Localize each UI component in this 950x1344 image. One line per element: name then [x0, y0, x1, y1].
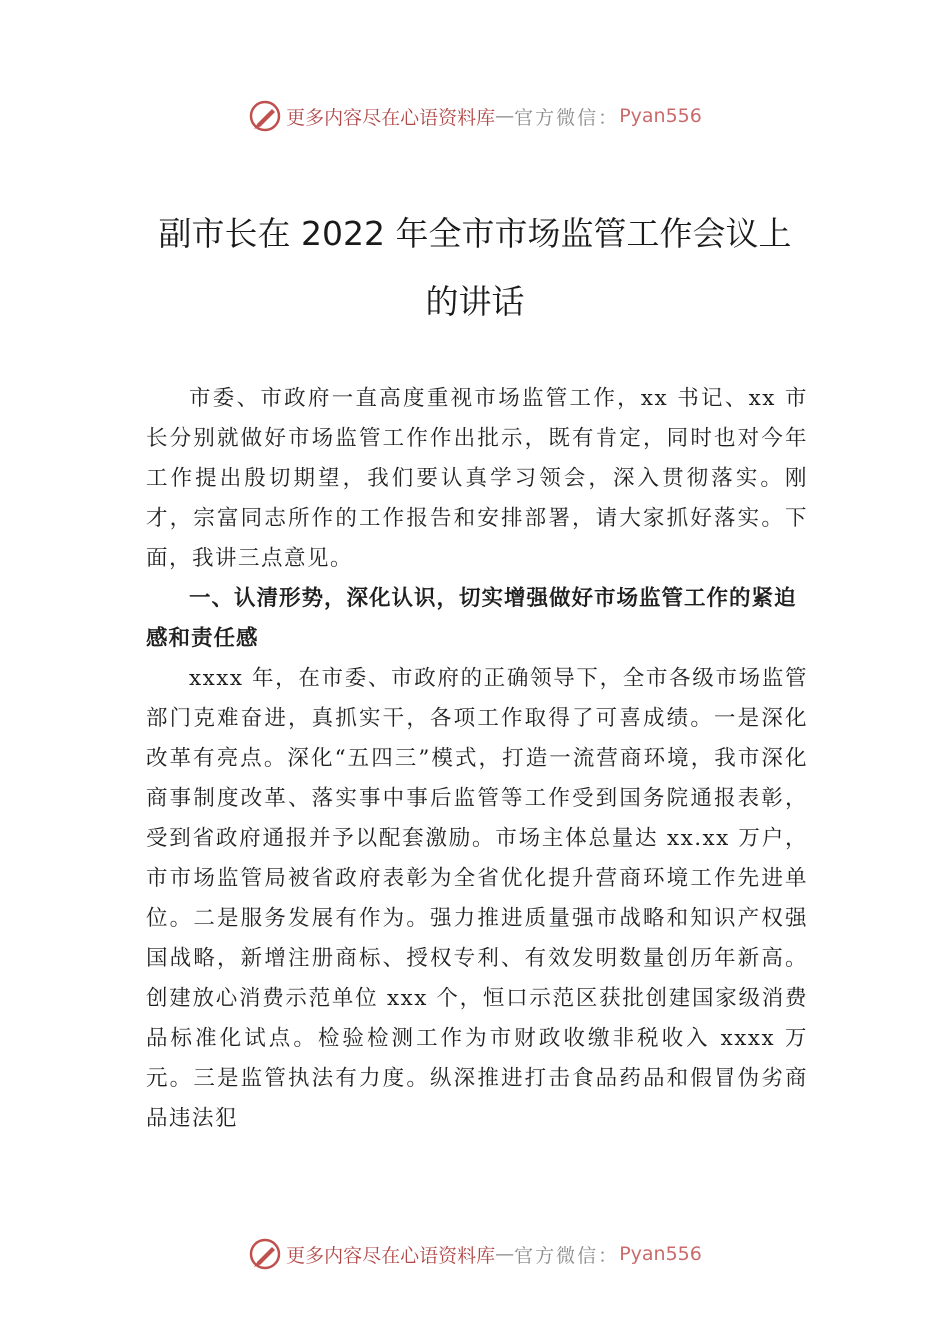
title-line-2: 的讲话: [425, 282, 525, 321]
section-heading-1: 一、认清形势，深化认识，切实增强做好市场监管工作的紧迫感和责任感: [146, 586, 797, 651]
pen-logo-icon: [248, 1237, 282, 1271]
watermark-separator: —: [495, 105, 515, 127]
watermark-separator: —: [495, 1243, 515, 1265]
watermark-text: 更多内容尽在心语资料库: [286, 106, 496, 129]
document-body: [146, 379, 808, 1139]
footer-watermark: [0, 1234, 950, 1274]
watermark-text: 更多内容尽在心语资料库: [286, 1244, 496, 1267]
header-watermark: [0, 96, 950, 136]
watermark-wechat-label: 官方微信：: [514, 1244, 620, 1267]
watermark-wechat-label: 官方微信：: [514, 106, 620, 129]
paragraph-intro: 市委、市政府一直高度重视市场监管工作，xx 书记、xx 市长分别就做好市场监管工作作出批示，既有肯定，同时也对今年工作提出殷切期望，我们要认真学习领会，深入贯彻落实。刚才，宗富同志所作的工作报告和安排部署，请大家抓好落实。下面，我讲三点意见。: [146, 386, 808, 571]
pen-logo-icon: [248, 99, 282, 133]
document-title: [100, 200, 850, 336]
watermark-wechat-id: Pyan556: [619, 105, 702, 127]
title-line-1: 副市长在 2022 年全市市场监管工作会议上: [158, 214, 792, 253]
watermark-wechat-id: Pyan556: [619, 1243, 702, 1265]
paragraph-achievements: xxxx 年，在市委、市政府的正确领导下，全市各级市场监管部门克难奋进，真抓实干，各项工作取得了可喜成绩。一是深化改革有亮点。深化“五四三”模式，打造一流营商环境，我市深化商事制度改革、落实事中事后监管等工作受到国务院通报表彰，受到省政府通报并予以配套激励。市场主体总量达 xx.xx 万户，市市场监管局被省政府表彰为全省优化提升营商环境工作先进单位。二是服务发展有作为。强力推进质量强市战略和知识产权强国战略，新增注册商标、授权专利、有效发明数量创历年新高。创建放心消费示范单位 xxx 个，恒口示范区获批创建国家级消费品标准化试点。检验检测工作为市财政收缴非税收入 xxxx 万元。三是监管执法有力度。纵深推进打击食品药品和假冒伪劣商品违法犯: [146, 666, 808, 1131]
